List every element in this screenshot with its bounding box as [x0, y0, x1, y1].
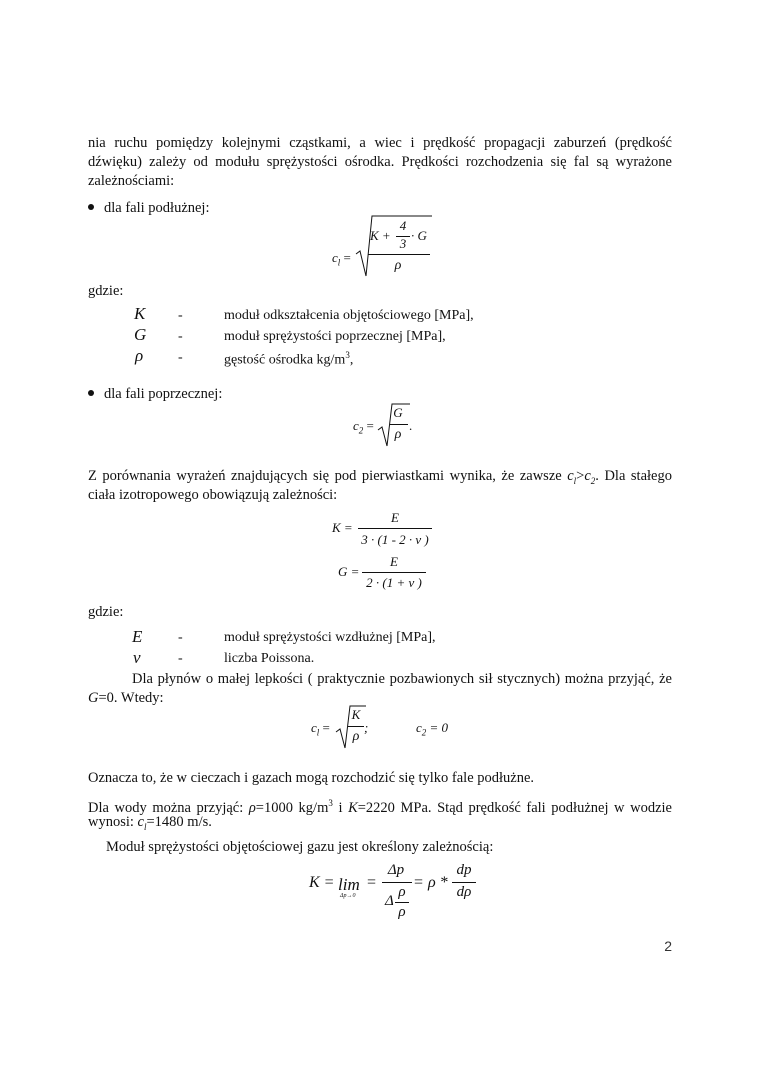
bullet-longitudinal-text: dla fali podłużnej: — [104, 200, 210, 216]
eq4-d-bar — [452, 882, 476, 883]
eq4-d-num: dp — [456, 862, 472, 878]
eq3-rhs: $c_2 = 0$ — [416, 720, 449, 738]
def-text: moduł sprężystości poprzecznej [MPa], — [224, 329, 446, 344]
intro-line-3: zależnościami: — [88, 173, 175, 189]
def-dash: - — [178, 350, 183, 365]
def-dash: - — [178, 651, 183, 666]
gdzie-1: gdzie: — [88, 283, 124, 299]
eq3-bar — [348, 726, 364, 727]
eq4-den-delta: Δ — [385, 893, 394, 909]
def-text: moduł sprężystości wzdłużnej [MPa], — [224, 630, 436, 645]
def-symbol: G — [134, 325, 147, 344]
eq4-bar — [382, 882, 412, 883]
eq1-frac-num: 4 — [399, 218, 407, 233]
compare-line-2: ciała izotropowego obowiązują zależności: — [88, 487, 338, 503]
def-text: gęstość ośrodka $kg/m^3$, — [224, 350, 354, 368]
eq4-den-num: ρ — [398, 884, 406, 900]
eq2-end: . — [409, 418, 413, 433]
eq2-den: ρ — [394, 427, 402, 442]
eqK-den: 3 · (1 - 2 · ν ) — [361, 532, 429, 547]
eqK-num: E — [391, 510, 399, 525]
eq2-lhs: $c_2$ = — [353, 418, 374, 436]
def-text: liczba Poissona. — [224, 651, 315, 666]
eq4-den-den: ρ — [398, 904, 406, 920]
eq4-num: Δp — [387, 862, 405, 878]
def-symbol: ρ — [135, 346, 144, 365]
liquids-line: Oznacza to, że w cieczach i gazach mogą rozchodzić się tylko fale podłużne. — [88, 770, 535, 786]
page-number: 2 — [664, 938, 672, 954]
def-dash: - — [178, 630, 183, 645]
eqK-bar — [358, 528, 432, 529]
eq4-den-bar — [395, 902, 409, 903]
eq2-num: G — [393, 405, 403, 420]
eq1-num-G: · G — [411, 228, 427, 243]
eq3-lhs: $c_l$ = — [311, 720, 330, 738]
def-dash: - — [178, 329, 183, 344]
eqK-lhs: K = — [332, 520, 353, 535]
fluids-line-1: Dla płynów o małej lepkości ( praktycznie pozbawionych sił stycznych) można przyjąć, że — [132, 671, 672, 687]
eq4-lim: lim — [338, 875, 360, 894]
gas-line: Moduł sprężystości objętościowej gazu jest określony zależnością: — [106, 839, 494, 855]
eqG-lhs: G = — [338, 564, 360, 579]
gdzie-2: gdzie: — [88, 604, 124, 620]
bullet-transverse-text: dla fali poprzecznej: — [104, 386, 223, 402]
eqG-num: E — [390, 554, 398, 569]
eq4-eq-a: = — [367, 874, 377, 891]
eq3-num: K — [351, 707, 361, 722]
def-dash: - — [178, 308, 183, 323]
eq1-num-K: K + — [370, 228, 391, 243]
intro-line-1: nia ruchu pomiędzy kolejnymi cząstkami, a wiec i prędkość propagacji zaburzeń (prędkość — [88, 135, 672, 151]
eqG-bar — [362, 572, 426, 573]
eq3-sep: ; — [364, 720, 369, 735]
water-line-1: Dla wody można przyjąć: ρ=1000 $kg/m^3$ i K=2220 MPa. Stąd prędkość fali podłużnej w wodzie — [88, 798, 672, 816]
eq4-rho-star: ρ * — [428, 874, 448, 891]
fluids-line-2: G=0. Wtedy: — [88, 690, 164, 706]
eq2-bar — [390, 424, 408, 425]
bullet-dot-icon — [88, 204, 94, 210]
eq1-den: ρ — [394, 258, 402, 273]
eq4-lim-sub: Δp→0 — [340, 893, 356, 899]
eqG-den: 2 · (1 + ν ) — [366, 575, 422, 590]
def-symbol: E — [132, 627, 143, 646]
eq1-main-bar — [368, 254, 430, 255]
bullet-transverse — [88, 385, 222, 404]
def-text: moduł odkształcenia objętościowego [MPa], — [224, 308, 474, 323]
eq4-lhs: K = — [309, 874, 335, 891]
bullet-dot-icon — [88, 390, 94, 396]
intro-line-2: dźwięku) zależy od modułu sprężystości ośrodka. Prędkości rozchodzenia się fal są wyrażone — [88, 154, 672, 170]
bullet-longitudinal — [88, 199, 210, 218]
compare-line-1: Z porównania wyrażeń znajdujących się pod pierwiastkami wynika, że zawsze $c_l>c_2$. Dla stałego — [88, 468, 672, 486]
eq1-frac-den: 3 — [399, 236, 407, 251]
def-symbol: K — [134, 304, 146, 323]
eq4-eq-b: = — [414, 874, 424, 891]
eq3-den: ρ — [352, 729, 360, 744]
def-symbol: ν — [133, 648, 141, 667]
eq1-lhs: $c_l$ = — [332, 250, 351, 268]
water-line-2: wynosi: $c_l=1480$ m/s. — [88, 814, 212, 832]
eq4-d-den: dρ — [456, 884, 472, 900]
